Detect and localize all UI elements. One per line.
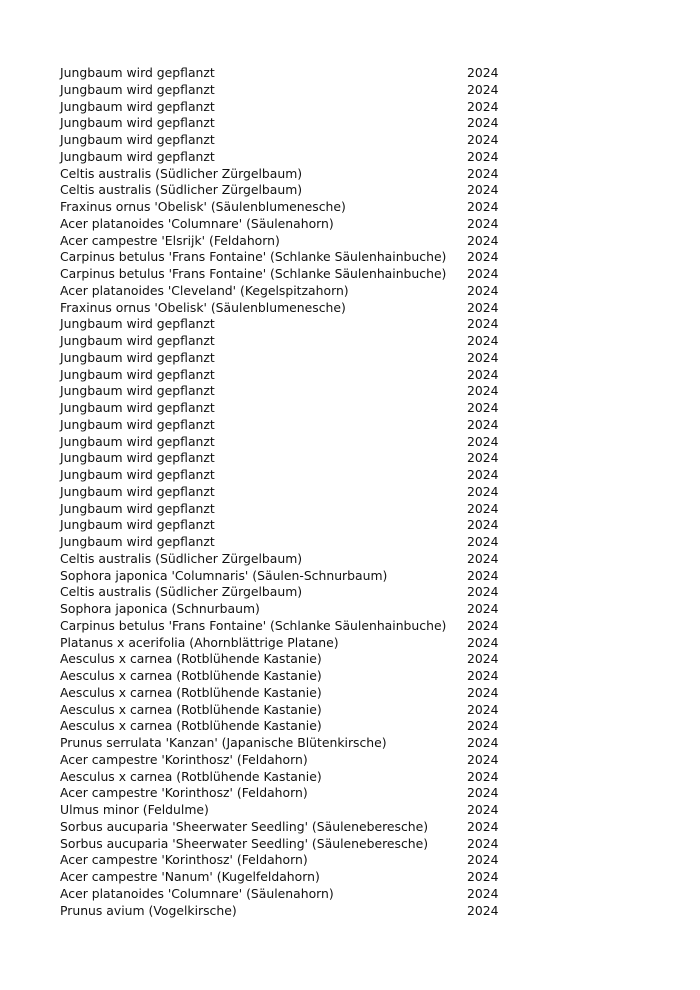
list-item: [60, 316, 520, 333]
planting-year: 2024: [467, 433, 499, 449]
list-item: [60, 819, 520, 836]
tree-name: Jungbaum wird gepflanzt: [60, 433, 215, 449]
tree-name: Sorbus aucuparia 'Sheerwater Seedling' (Säuleneberesche): [60, 835, 429, 851]
planting-year: 2024: [467, 416, 499, 432]
tree-name: Jungbaum wird gepflanzt: [60, 148, 215, 164]
tree-name: Aesculus x carnea (Rotblühende Kastanie): [60, 701, 322, 717]
list-item: [60, 383, 520, 400]
list-item: [60, 182, 520, 199]
tree-name: Jungbaum wird gepflanzt: [60, 115, 215, 131]
planting-year: 2024: [467, 383, 499, 399]
planting-year: 2024: [467, 785, 499, 801]
list-item: [60, 417, 520, 434]
planting-year: 2024: [467, 266, 499, 281]
planting-year: 2024: [467, 684, 499, 700]
planting-year: 2024: [467, 885, 499, 901]
tree-name: Jungbaum wird gepflanzt: [60, 81, 215, 97]
tree-name: Celtis australis (Südlicher Zürgelbaum): [60, 584, 303, 600]
list-item: [60, 769, 520, 786]
list-item: [60, 484, 520, 501]
list-item: [60, 886, 520, 903]
tree-name: Aesculus x carnea (Rotblühende Kastanie): [60, 651, 322, 667]
tree-name: Jungbaum wird gepflanzt: [60, 467, 215, 482]
tree-name: Acer campestre 'Korinthosz' (Feldahorn): [60, 751, 308, 767]
tree-name: Aesculus x carnea (Rotblühende Kastanie): [60, 768, 322, 784]
planting-year: 2024: [467, 299, 499, 315]
planting-year: 2024: [467, 215, 499, 231]
planting-year: 2024: [467, 517, 499, 533]
planting-year: 2024: [467, 249, 499, 265]
list-item: [60, 266, 520, 283]
planting-year: 2024: [467, 232, 499, 248]
list-item: [60, 852, 520, 869]
planting-year: 2024: [467, 617, 499, 633]
tree-name: Jungbaum wird gepflanzt: [60, 450, 215, 466]
list-item: [60, 584, 520, 601]
tree-name: Jungbaum wird gepflanzt: [60, 316, 215, 332]
list-item: [60, 99, 520, 116]
tree-name: Sophora japonica (Schnurbaum): [60, 601, 260, 616]
planting-year: 2024: [467, 802, 499, 817]
planting-year: 2024: [467, 467, 499, 482]
tree-name: Acer campestre 'Korinthosz' (Feldahorn): [60, 785, 308, 801]
list-item: [60, 651, 520, 668]
list-item: [60, 501, 520, 518]
tree-name: Jungbaum wird gepflanzt: [60, 349, 215, 365]
planting-year: 2024: [467, 500, 499, 516]
list-item: [60, 903, 520, 920]
tree-name: Fraxinus ornus 'Obelisk' (Säulenblumenesche): [60, 199, 346, 214]
tree-name: Celtis australis (Südlicher Zürgelbaum): [60, 182, 303, 198]
tree-name: Acer platanoides 'Columnare' (Säulenahorn): [60, 215, 334, 231]
tree-name: Celtis australis (Südlicher Zürgelbaum): [60, 165, 303, 181]
tree-name: Aesculus x carnea (Rotblühende Kastanie): [60, 684, 322, 700]
list-item: [60, 115, 520, 132]
tree-name: Prunus serrulata 'Kanzan' (Japanische Blütenkirsche): [60, 735, 387, 750]
tree-name: Jungbaum wird gepflanzt: [60, 400, 215, 415]
tree-name: Acer platanoides 'Columnare' (Säulenahorn): [60, 885, 334, 901]
list-item: [60, 551, 520, 568]
planting-year: 2024: [467, 65, 499, 80]
tree-name: Prunus avium (Vogelkirsche): [60, 902, 237, 918]
list-item: [60, 668, 520, 685]
list-item: [60, 785, 520, 802]
list-item: [60, 718, 520, 735]
tree-name: Carpinus betulus 'Frans Fontaine' (Schlanke Säulenhainbuche): [60, 249, 447, 265]
list-item: [60, 836, 520, 853]
list-item: [60, 199, 520, 216]
planting-year: 2024: [467, 182, 499, 198]
list-item: [60, 517, 520, 534]
tree-name: Celtis australis (Südlicher Zürgelbaum): [60, 550, 303, 566]
tree-name: Jungbaum wird gepflanzt: [60, 366, 215, 382]
list-item: [60, 216, 520, 233]
planting-year: 2024: [467, 634, 499, 650]
list-item: [60, 450, 520, 467]
planting-year: 2024: [467, 835, 499, 851]
planting-year: 2024: [467, 668, 499, 683]
list-item: [60, 367, 520, 384]
list-item: [60, 300, 520, 317]
tree-name: Jungbaum wird gepflanzt: [60, 483, 215, 499]
list-item: [60, 283, 520, 300]
list-item: [60, 601, 520, 618]
list-item: [60, 132, 520, 149]
tree-name: Acer campestre 'Elsrijk' (Feldahorn): [60, 232, 280, 248]
planting-year: 2024: [467, 852, 499, 868]
tree-name: Carpinus betulus 'Frans Fontaine' (Schlanke Säulenhainbuche): [60, 617, 447, 633]
tree-name: Jungbaum wird gepflanzt: [60, 132, 215, 147]
tree-name: Jungbaum wird gepflanzt: [60, 333, 215, 348]
list-item: [60, 534, 520, 551]
planting-year: 2024: [467, 718, 499, 734]
tree-name: Aesculus x carnea (Rotblühende Kastanie): [60, 668, 322, 683]
list-item: [60, 618, 520, 635]
planting-year: 2024: [467, 400, 499, 415]
tree-name: Jungbaum wird gepflanzt: [60, 65, 215, 80]
planting-year: 2024: [467, 148, 499, 164]
planting-year: 2024: [467, 534, 499, 549]
tree-name: Jungbaum wird gepflanzt: [60, 383, 215, 399]
planting-year: 2024: [467, 567, 499, 583]
planting-year: 2024: [467, 132, 499, 147]
planting-year: 2024: [467, 751, 499, 767]
list-item: [60, 333, 520, 350]
planting-year: 2024: [467, 818, 499, 834]
tree-name: Platanus x acerifolia (Ahornblättrige Platane): [60, 634, 339, 650]
planting-year: 2024: [467, 550, 499, 566]
tree-name: Acer platanoides 'Cleveland' (Kegelspitzahorn): [60, 282, 349, 298]
planting-year: 2024: [467, 483, 499, 499]
list-item: [60, 752, 520, 769]
planting-year: 2024: [467, 333, 499, 348]
list-item: [60, 65, 520, 82]
list-item: [60, 400, 520, 417]
list-item: [60, 249, 520, 266]
planting-year: 2024: [467, 349, 499, 365]
planting-year: 2024: [467, 199, 499, 214]
tree-name: Carpinus betulus 'Frans Fontaine' (Schlanke Säulenhainbuche): [60, 266, 447, 281]
list-item: [60, 166, 520, 183]
planting-year: 2024: [467, 768, 499, 784]
tree-name: Jungbaum wird gepflanzt: [60, 500, 215, 516]
tree-name: Sophora japonica 'Columnaris' (Säulen-Schnurbaum): [60, 567, 388, 583]
tree-name: Jungbaum wird gepflanzt: [60, 98, 215, 114]
tree-name: Acer campestre 'Nanum' (Kugelfeldahorn): [60, 869, 320, 884]
planting-year: 2024: [467, 584, 499, 600]
list-item: [60, 233, 520, 250]
planting-year: 2024: [467, 735, 499, 750]
planting-year: 2024: [467, 701, 499, 717]
planting-year: 2024: [467, 366, 499, 382]
list-item: [60, 685, 520, 702]
tree-name: Ulmus minor (Feldulme): [60, 802, 209, 817]
planting-year: 2024: [467, 282, 499, 298]
tree-planting-list: [60, 65, 520, 919]
planting-year: 2024: [467, 450, 499, 466]
list-item: [60, 350, 520, 367]
list-item: [60, 735, 520, 752]
tree-name: Jungbaum wird gepflanzt: [60, 517, 215, 533]
planting-year: 2024: [467, 601, 499, 616]
list-item: [60, 82, 520, 99]
planting-year: 2024: [467, 165, 499, 181]
list-item: [60, 434, 520, 451]
tree-name: Acer campestre 'Korinthosz' (Feldahorn): [60, 852, 308, 868]
tree-name: Aesculus x carnea (Rotblühende Kastanie): [60, 718, 322, 734]
planting-year: 2024: [467, 98, 499, 114]
tree-name: Sorbus aucuparia 'Sheerwater Seedling' (Säuleneberesche): [60, 818, 429, 834]
list-item: [60, 869, 520, 886]
planting-year: 2024: [467, 316, 499, 332]
planting-year: 2024: [467, 115, 499, 131]
list-item: [60, 149, 520, 166]
list-item: [60, 568, 520, 585]
planting-year: 2024: [467, 81, 499, 97]
planting-year: 2024: [467, 902, 499, 918]
tree-name: Jungbaum wird gepflanzt: [60, 534, 215, 549]
list-item: [60, 635, 520, 652]
planting-year: 2024: [467, 869, 499, 884]
tree-name: Jungbaum wird gepflanzt: [60, 416, 215, 432]
list-item: [60, 702, 520, 719]
list-item: [60, 467, 520, 484]
planting-year: 2024: [467, 651, 499, 667]
list-item: [60, 802, 520, 819]
tree-name: Fraxinus ornus 'Obelisk' (Säulenblumenesche): [60, 299, 346, 315]
